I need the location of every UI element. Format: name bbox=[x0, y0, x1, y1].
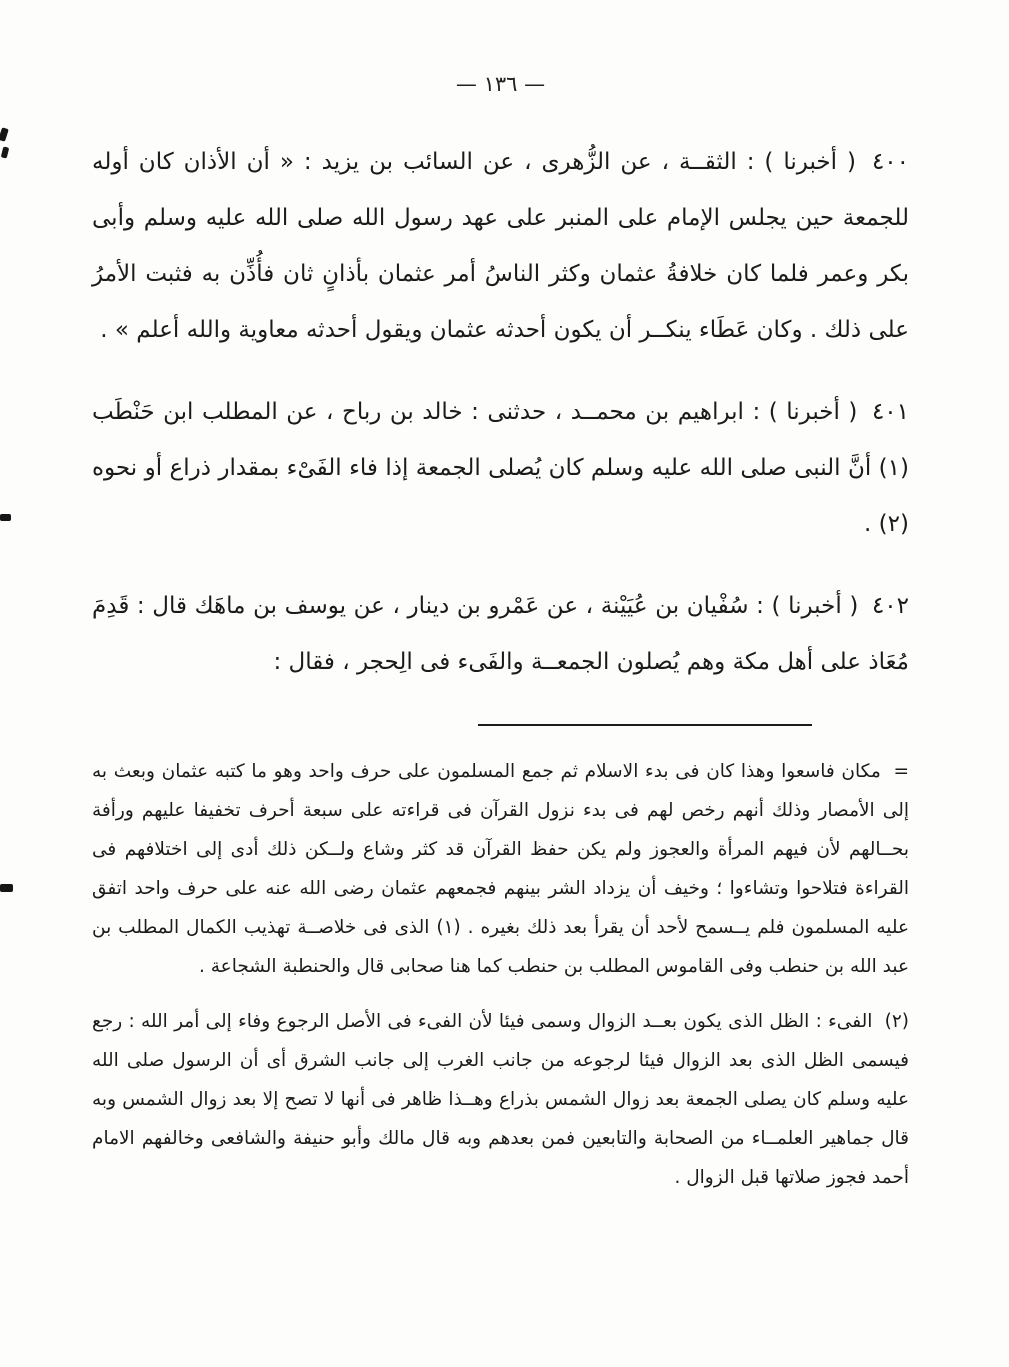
hadith-paragraph-400 bbox=[92, 134, 909, 358]
footnote-text: الفىء : الظل الذى يكون بعــد الزوال وسمى فيئا لأن الفىء فى الأصل الرجوع وفاء إلى أمر الله : رجع فيسمى الظل الذى بعد الزوال فيئا لرجوعه من جانب الغرب إلى جانب الشرق أى أن الرسول صلى الله عليه وسلم كان يصلى الجمعة بعد زوال الشمس بذراع وهــذا ظاهر فى أنها لا تصح إلا بعد زوال الشمس وبه قال جماهير العلمــاء من الصحابة والتابعين فمن بعدهم وبه قال مالك وأبو حنيفة والشافعى وخالفهم الامام أحمد فجوز صلاتها قبل الزوال . bbox=[92, 1011, 909, 1188]
hadith-paragraph-402 bbox=[92, 578, 909, 690]
scan-artifact bbox=[1, 146, 9, 158]
hadith-number: ٤٠٠ bbox=[871, 149, 909, 175]
hadith-text: ( أخبرنا ) : الثقــة ، عن الزُّهرى ، عن السائب بن يزيد : « أن الأذان كان أوله للجمعة حين يجلس الإمام على المنبر على عهد رسول الله صلى الله عليه وسلم وأبى بكر وعمر فلما كان خلافةُ عثمان وكثر الناسُ أمر عثمان بأذانٍ ثان فأُذِّن به فثبت الأمرُ على ذلك . وكان عَطَاء ينكــر أن يكون أحدثه عثمان ويقول أحدثه معاوية والله أعلم » . bbox=[92, 149, 909, 343]
footnote-marker: (٢) bbox=[884, 1011, 909, 1032]
footnote-separator-rule bbox=[478, 724, 812, 726]
footnote-marker: = bbox=[893, 761, 909, 782]
footnote-2 bbox=[92, 1002, 909, 1197]
hadith-number: ٤٠٢ bbox=[871, 593, 909, 619]
footnote-continuation bbox=[92, 752, 909, 986]
scan-artifact bbox=[0, 884, 13, 892]
page-number: — ١٣٦ — bbox=[455, 72, 546, 96]
hadith-paragraph-401 bbox=[92, 384, 909, 552]
scan-artifact bbox=[0, 514, 11, 521]
footnotes-block bbox=[92, 752, 909, 1197]
hadith-text: ( أخبرنا ) : سُفْيان بن عُيَيْنة ، عن عَمْرو بن دينار ، عن يوسف بن ماهَك قال : قَدِمَ مُعَاذ على أهل مكة وهم يُصلون الجمعــة والفَىء فى الِحجر ، فقال : bbox=[92, 593, 909, 675]
scan-artifact bbox=[0, 127, 9, 142]
hadith-text: ( أخبرنا ) : ابراهيم بن محمــد ، حدثنى : خالد بن رباح ، عن المطلب ابن حَنْطَب (١) أنَّ النبى صلى الله عليه وسلم كان يُصلى الجمعة إذا فاء الفَىْء بمقدار ذراع أو نحوه (٢) . bbox=[92, 399, 909, 537]
footnote-text: مكان فاسعوا وهذا كان فى بدء الاسلام ثم جمع المسلمون على حرف واحد وهو ما كتبه عثمان وبعث به إلى الأمصار وذلك أنهم رخص لهم فى بدء نزول القرآن فى قراءته على سبعة أحرف تخفيفا عليهم ورأفة بحــالهم لأن فيهم المرأة والعجوز ولم يكن حفظ القرآن قد كثر وشاع ولــكن ذلك أدى إلى اختلافهم فى القراءة فتلاحوا وتشاءوا ؛ وخيف أن يزداد الشر بينهم فجمعهم عثمان رضى الله عنه على حرف واحد اتفق عليه المسلمون فلم يــسمح لأحد أن يقرأ بعد ذلك بغيره . (١) الذى فى خلاصــة تهذيب الكمال المطلب بن عبد الله بن حنطب وفى القاموس المطلب بن حنطب كما هنا صحابى قال والحنطبة الشجاعة . bbox=[92, 761, 909, 977]
hadith-number: ٤٠١ bbox=[871, 399, 909, 425]
main-text-block bbox=[92, 134, 909, 690]
